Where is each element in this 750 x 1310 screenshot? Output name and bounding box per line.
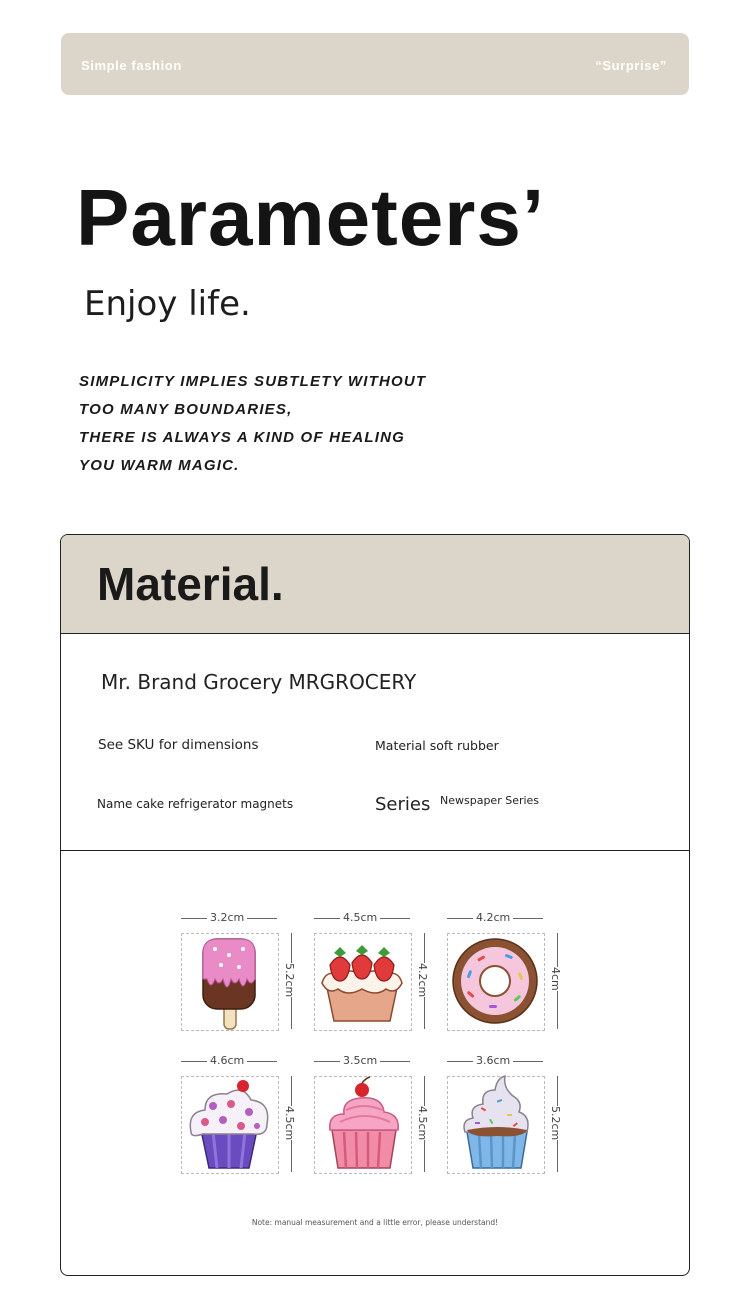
width-label: 4.5cm: [340, 911, 380, 924]
quote-line: YOU WARM MAGIC.: [79, 457, 240, 474]
top-banner: [61, 33, 689, 95]
sku-text: See SKU for dimensions: [98, 737, 259, 753]
measurement-note: Note: manual measurement and a little error, please understand!: [251, 1218, 499, 1227]
banner-right-text: “Surprise”: [595, 58, 667, 73]
berry-cupcake-icon: [183, 1076, 275, 1172]
height-label: 4cm: [549, 967, 562, 991]
material-title: Material.: [97, 558, 284, 610]
material-header: [61, 535, 689, 634]
cherry-cupcake-icon: [326, 1076, 402, 1172]
quote-line: SIMPLICITY IMPLIES SUBTLETY WITHOUT: [79, 373, 427, 390]
name-text: Name cake refrigerator magnets: [97, 797, 294, 811]
brand-text: Mr. Brand Grocery MRGROCERY: [101, 670, 417, 694]
popsicle-icon: [199, 935, 259, 1031]
quote-line: THERE IS ALWAYS A KIND OF HEALING: [79, 429, 405, 446]
width-label: 4.2cm: [473, 911, 513, 924]
height-label: 4.5cm: [283, 1106, 296, 1141]
height-label: 4.5cm: [416, 1106, 429, 1141]
width-label: 3.6cm: [473, 1054, 513, 1067]
width-label: 3.5cm: [340, 1054, 380, 1067]
series-label: Series: [375, 794, 431, 815]
series-value: Newspaper Series: [440, 794, 540, 807]
donut-icon: [449, 935, 541, 1027]
material-card: [60, 534, 690, 1276]
quote-line: TOO MANY BOUNDARIES,: [79, 401, 293, 418]
page-title: Parameters’: [76, 173, 546, 262]
height-label: 5.2cm: [283, 963, 296, 998]
material-text: Material soft rubber: [375, 738, 499, 753]
material-info: [61, 634, 689, 851]
height-label: 4.2cm: [416, 963, 429, 998]
page-subtitle: Enjoy life.: [84, 284, 251, 324]
sprinkle-cupcake-icon: [461, 1072, 533, 1172]
banner-left-text: Simple fashion: [81, 58, 182, 73]
strawberry-cake-icon: [316, 939, 408, 1025]
height-label: 5.2cm: [549, 1106, 562, 1141]
width-label: 3.2cm: [207, 911, 247, 924]
width-label: 4.6cm: [207, 1054, 247, 1067]
quote-block: [79, 368, 426, 480]
product-grid: [61, 851, 689, 1275]
